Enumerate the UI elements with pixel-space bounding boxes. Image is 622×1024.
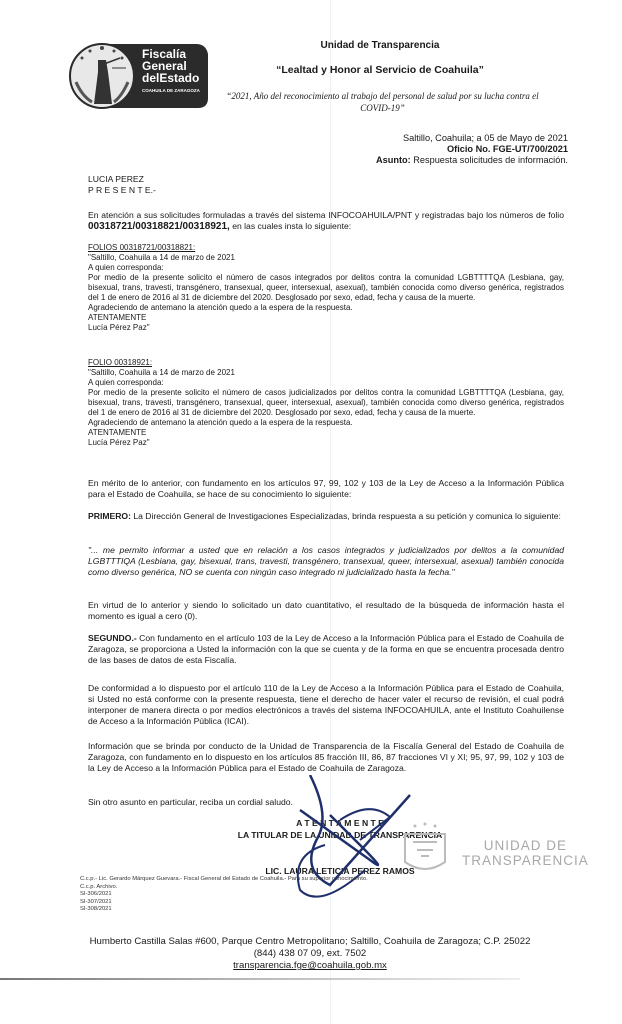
intro-paragraph	[88, 210, 564, 232]
request-signer: Lucía Pérez Paz"	[88, 323, 150, 332]
footer-email-link[interactable]: transparencia.fge@coahuila.gob.mx	[233, 960, 387, 971]
recipient-name: LUCIA PEREZ	[88, 174, 144, 184]
asunto-text: Respuesta solicitudes de información.	[413, 155, 568, 165]
intro-text-a: En atención a sus solicitudes formuladas a través del sistema INFOCOAHUILA/PNT y registradas bajo los números de folio	[88, 210, 564, 220]
request-body: Por medio de la presente solicito el número de casos integrados por delitos contra la comunidad LGBTTTTQA (Lesbiana, gay, bisexual, trans, travesti, transgénero, transexual, queer, intersexual, asexual), también conocida como diverso genérica, registrados del 1 de enero de 2016 al 31 de diciembre del 2020. Desglosado por sexo, edad, fecha y causa de la muerte.	[88, 273, 564, 302]
request-salutation: A quien corresponda:	[88, 263, 164, 272]
footer-address: Humberto Castilla Salas #600, Parque Centro Metropolitano; Saltillo, Coahuila de Zaragoza; C.P. 25022	[89, 936, 531, 947]
request-block-2	[88, 358, 564, 448]
ccp-list	[80, 876, 368, 914]
request-body: Por medio de la presente solicito el número de casos judicializados por delitos contra la comunidad LGBTTTTQA (Lesbiana, gay, bisexual, trans, travesti, transgénero, transexual, queer, intersexual, asexual), también conocida como diverso genérica, registrados del 1 de enero de 2016 al 31 de diciembre del 2020. Desglosado por sexo, edad, fecha y causa de la muerte.	[88, 388, 564, 417]
primero-label: PRIMERO:	[88, 511, 131, 521]
asunto	[376, 155, 568, 166]
asunto-label: Asunto:	[375, 155, 411, 165]
primero-text: La Dirección General de Investigaciones Especializadas, brinda respuesta a su petición y comunica lo siguiente:	[130, 511, 561, 521]
signature-title: LA TITULAR DE LA UNIDAD DE TRANSPARENCIA	[237, 830, 443, 840]
segundo-paragraph	[88, 633, 564, 666]
request-thanks: Agradeciendo de antemano la atención quedo a la espera de la respuesta.	[88, 418, 353, 427]
motto: “Lealtad y Honor al Servicio de Coahuila”	[276, 64, 484, 76]
segundo-label: SEGUNDO.-	[88, 633, 137, 643]
saludo: Sin otro asunto en particular, reciba un cordial saludo.	[88, 797, 293, 807]
primero-paragraph	[88, 511, 564, 522]
ccp-item: SI-308/2021	[80, 906, 112, 912]
ccp-item: SI-306/2021	[80, 891, 112, 897]
recipient	[88, 174, 564, 196]
transparency-stamp	[462, 838, 589, 868]
presente: P R E S E N T E.-	[88, 185, 156, 195]
footer-phone: (844) 438 07 09, ext. 7502	[253, 948, 367, 959]
segundo-text: Con fundamento en el artículo 103 de la Ley de Acceso a la Información Pública para el Estado de Coahuila de Zaragoza, se proporciona a Usted la información con la que se cuenta y de la forma en que se encuentra procesada dentro de las bases de datos de esta Fiscalía.	[88, 633, 564, 665]
ccp-item: C.c.p. Archivo.	[80, 883, 118, 890]
logo-line3: delEstado	[142, 71, 200, 85]
signature-closing: A T E N T A M E N T E	[296, 818, 384, 828]
logo-subtitle: COAHUILA DE ZARAGOZA	[142, 88, 200, 93]
ccp-item: C.c.p.- Lic. Gerardo Márquez Guevara.- Fiscal General del Estado de Coahuila.- Para su superior conocimiento.	[80, 876, 368, 882]
logo-line1: Fiscalía	[142, 47, 187, 61]
request-heading: FOLIO 00318921:	[88, 358, 153, 367]
oficio-number: Oficio No. FGE-UT/700/2021	[446, 144, 568, 154]
folio-numbers: 00318721/00318821/00318921,	[88, 221, 230, 232]
footer	[60, 936, 560, 972]
request-closing: ATENTAMENTE	[88, 313, 147, 322]
merito-paragraph: En mérito de lo anterior, con fundamento en los artículos 97, 99, 102 y 103 de la Ley de Acceso a la Información Pública para el Estado de Coahuila, se hace de su conocimiento lo siguiente:	[88, 478, 564, 499]
intro-text-b: en las cuales insta lo siguiente:	[229, 221, 352, 231]
ccp-item: SI-307/2021	[80, 898, 112, 905]
place-date: Saltillo, Coahuila; a 05 de Mayo de 2021	[403, 133, 568, 143]
virtud-paragraph: En virtud de lo anterior y siendo lo solicitado un dato cuantitativo, el resultado de la búsqueda de información hasta el momento es igual a cero (0).	[88, 600, 564, 621]
document-meta	[376, 133, 568, 166]
year-legend: “2021, Año del reconocimiento al trabajo del personal de salud por su lucha contra el COVID-19”	[226, 91, 539, 113]
informacion-paragraph: Información que se brinda por conducto de la Unidad de Transparencia de la Fiscalía General del Estado de Coahuila de Zaragoza, con fundamento en lo dispuesto en los artículos 85 fracción III, 86, 87 fracciones VI y XI; 95, 97, 99, 102 y 103 de la Ley de Acceso a la Información Pública para el Estado de Coahuila de Zaragoza.	[88, 741, 564, 773]
request-date: "Saltillo, Coahuila a 14 de marzo de 2021	[88, 253, 235, 262]
request-block-1	[88, 243, 564, 333]
fiscalia-logo	[68, 42, 210, 110]
request-heading: FOLIOS 00318721/00318821:	[88, 243, 196, 252]
request-date: "Saltillo, Coahuila a 14 de marzo de 2021	[88, 368, 235, 377]
official-seal-icon	[395, 822, 455, 880]
request-thanks: Agradeciendo de antemano la atención quedo a la espera de la respuesta.	[88, 303, 353, 312]
conformidad-paragraph: De conformidad a lo dispuesto por el artículo 110 de la Ley de Acceso a la Información Pública para el Estado de Coahuila, si Usted no está conforme con la presente respuesta, tiene el derecho de hacer valer el recurso de revisión, el cual podrá interponer de manera directa o por medios electrónicos a través del sistema INFOCOAHUILA, ante el Instituto Coahuilense de Acceso a la Información Pública (ICAI).	[88, 683, 564, 726]
request-signer: Lucía Pérez Paz"	[88, 438, 150, 447]
request-closing: ATENTAMENTE	[88, 428, 147, 437]
stamp-line2: TRANSPARENCIA	[462, 853, 589, 868]
signature-name: LIC. LAURA LETICIA PEREZ RAMOS	[265, 866, 415, 876]
request-salutation: A quien corresponda:	[88, 378, 164, 387]
footer-rule	[0, 978, 520, 980]
unit-heading: Unidad de Transparencia	[320, 40, 440, 51]
stamp-line1: UNIDAD DE	[483, 838, 568, 853]
logo-line2: General	[142, 59, 187, 73]
quote-paragraph: "... me permito informar a usted que en relación a los casos integrados y judicializados por delitos a la comunidad LGBTTTIQA (Lesbiana, gay, bisexual, trans, travesti, transgénero, transexual, queer, intersexual, asexual) también conocida como diverso genérica, NO se cuenta con ningún caso integrado ni judicializado hasta la fecha."	[88, 545, 564, 577]
